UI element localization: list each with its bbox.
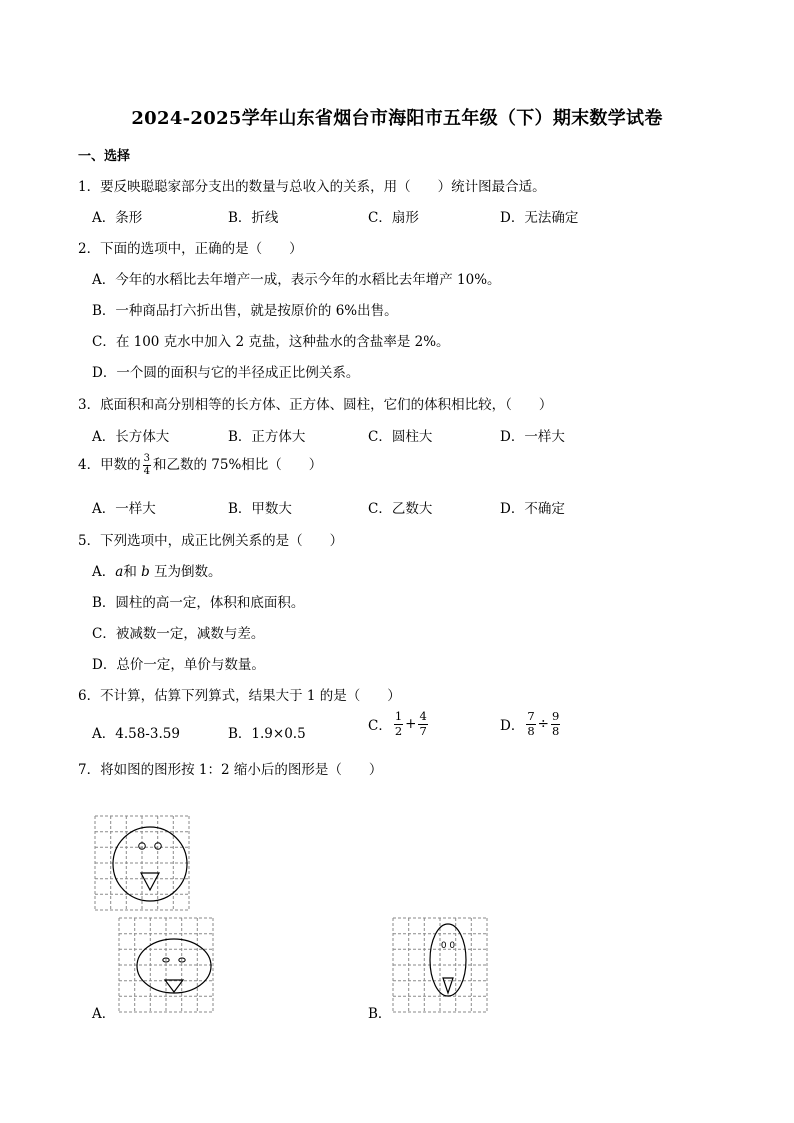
q6-c-d1: 2: [394, 723, 403, 738]
q5-a-suffix: 互为倒数。: [149, 564, 222, 580]
question-7-stem: 7．将如图的图形按 1：2 缩小后的图形是（ ）: [78, 762, 383, 778]
q6-c-frac2: [418, 711, 427, 737]
q4-option-c[interactable]: C．乙数大: [368, 501, 433, 517]
q7-original-figure: [95, 816, 191, 912]
q6-c-n2: 4: [419, 709, 427, 723]
q5-option-a[interactable]: [92, 560, 222, 580]
question-1-stem: 1．要反映聪聪家部分支出的数量与总收入的关系，用（ ）统计图最合适。: [78, 179, 546, 195]
q6-c-op: +: [405, 716, 417, 732]
q6-d-label: D．: [500, 718, 525, 734]
q6-option-b[interactable]: B．1.9×0.5: [228, 726, 306, 742]
q4-option-b[interactable]: B．甲数大: [228, 501, 292, 517]
q7-option-b-face-ellipse: [430, 924, 466, 996]
q7-option-b-eyes: 0 0: [440, 941, 456, 951]
q6-d-n2: 9: [551, 709, 560, 723]
q7-option-a-nose-triangle: [165, 980, 183, 992]
page-title: 2024-2025学年山东省烟台市海阳市五年级（下）期末数学试卷: [131, 108, 663, 129]
q5-a-mid: 和: [123, 564, 142, 580]
q6-option-d[interactable]: [500, 711, 562, 737]
q3-option-c[interactable]: C．圆柱大: [368, 429, 433, 445]
q5-option-b[interactable]: B．圆柱的高一定，体积和底面积。: [92, 595, 305, 611]
q7-option-a-label[interactable]: A．: [92, 1006, 116, 1022]
q6-c-d2: 7: [419, 723, 427, 738]
question-2-stem: 2．下面的选项中，正确的是（ ）: [78, 241, 303, 257]
q5-a-var1: a: [115, 564, 124, 580]
q5-option-c[interactable]: C．被减数一定，减数与差。: [92, 626, 265, 642]
q4-frac-numerator: 3: [143, 453, 150, 464]
q2-option-b[interactable]: B．一种商品打六折出售，就是按原价的 6%出售。: [92, 303, 398, 319]
q6-d-op: ÷: [537, 716, 549, 732]
q4-stem-suffix: 和乙数的 75%相比（ ）: [152, 457, 323, 473]
question-4-stem: [78, 453, 322, 477]
q7-option-a-grid: [119, 918, 213, 1012]
q6-c-n1: 1: [394, 709, 403, 723]
q6-option-c[interactable]: [368, 711, 430, 737]
q5-a-prefix: A．: [92, 564, 116, 580]
q2-option-d[interactable]: D．一个圆的面积与它的半径成正比例关系。: [92, 365, 360, 381]
q5-a-var2: b: [141, 564, 150, 580]
q7-original-grid: [95, 816, 189, 910]
section-heading: 一、选择: [78, 149, 131, 164]
q4-fraction: [143, 454, 151, 477]
q3-option-d[interactable]: D．一样大: [500, 429, 565, 445]
q7-option-b-grid: [393, 918, 487, 1012]
q1-option-d[interactable]: D．无法确定: [500, 210, 579, 226]
q6-d-frac1: [526, 711, 535, 737]
q6-d-d2: 8: [551, 723, 560, 738]
q6-d-d1: 8: [527, 723, 535, 738]
q6-d-n1: 7: [527, 709, 535, 723]
q4-option-d[interactable]: D．不确定: [500, 501, 565, 517]
q6-c-label: C．: [368, 718, 392, 734]
question-3-stem: 3．底面积和高分别相等的长方体、正方体、圆柱，它们的体积相比较，（ ）: [78, 397, 553, 413]
question-6-stem: 6．不计算，估算下列算式，结果大于 1 的是（ ）: [78, 688, 401, 704]
q7-option-a-figure[interactable]: [119, 918, 215, 1014]
q6-d-frac2: [551, 711, 560, 737]
q4-option-a[interactable]: A．一样大: [92, 501, 156, 517]
q1-option-a[interactable]: A．条形: [92, 210, 143, 226]
q1-option-c[interactable]: C．扇形: [368, 210, 419, 226]
q7-original-nose-triangle: [141, 873, 159, 890]
q6-option-a[interactable]: A．4.58-3.59: [92, 726, 180, 742]
q3-option-a[interactable]: A．长方体大: [92, 429, 170, 445]
q3-option-b[interactable]: B．正方体大: [228, 429, 306, 445]
q4-stem-prefix: 4．甲数的: [78, 457, 141, 473]
q2-option-c[interactable]: C．在 100 克水中加入 2 克盐，这种盐水的含盐率是 2%。: [92, 334, 450, 350]
q6-c-frac1: [394, 711, 403, 737]
q2-option-a[interactable]: A．今年的水稻比去年增产一成，表示今年的水稻比去年增产 10%。: [92, 272, 501, 288]
q5-option-d[interactable]: D．总价一定，单价与数量。: [92, 657, 265, 673]
question-5-stem: 5．下列选项中，成正比例关系的是（ ）: [78, 533, 344, 549]
q7-option-b-label[interactable]: B．: [368, 1006, 392, 1022]
q7-option-b-figure[interactable]: [393, 918, 489, 1014]
q1-option-b[interactable]: B．折线: [228, 210, 279, 226]
q7-option-a-face-ellipse: [137, 939, 211, 993]
q4-frac-denominator: 4: [143, 466, 150, 477]
